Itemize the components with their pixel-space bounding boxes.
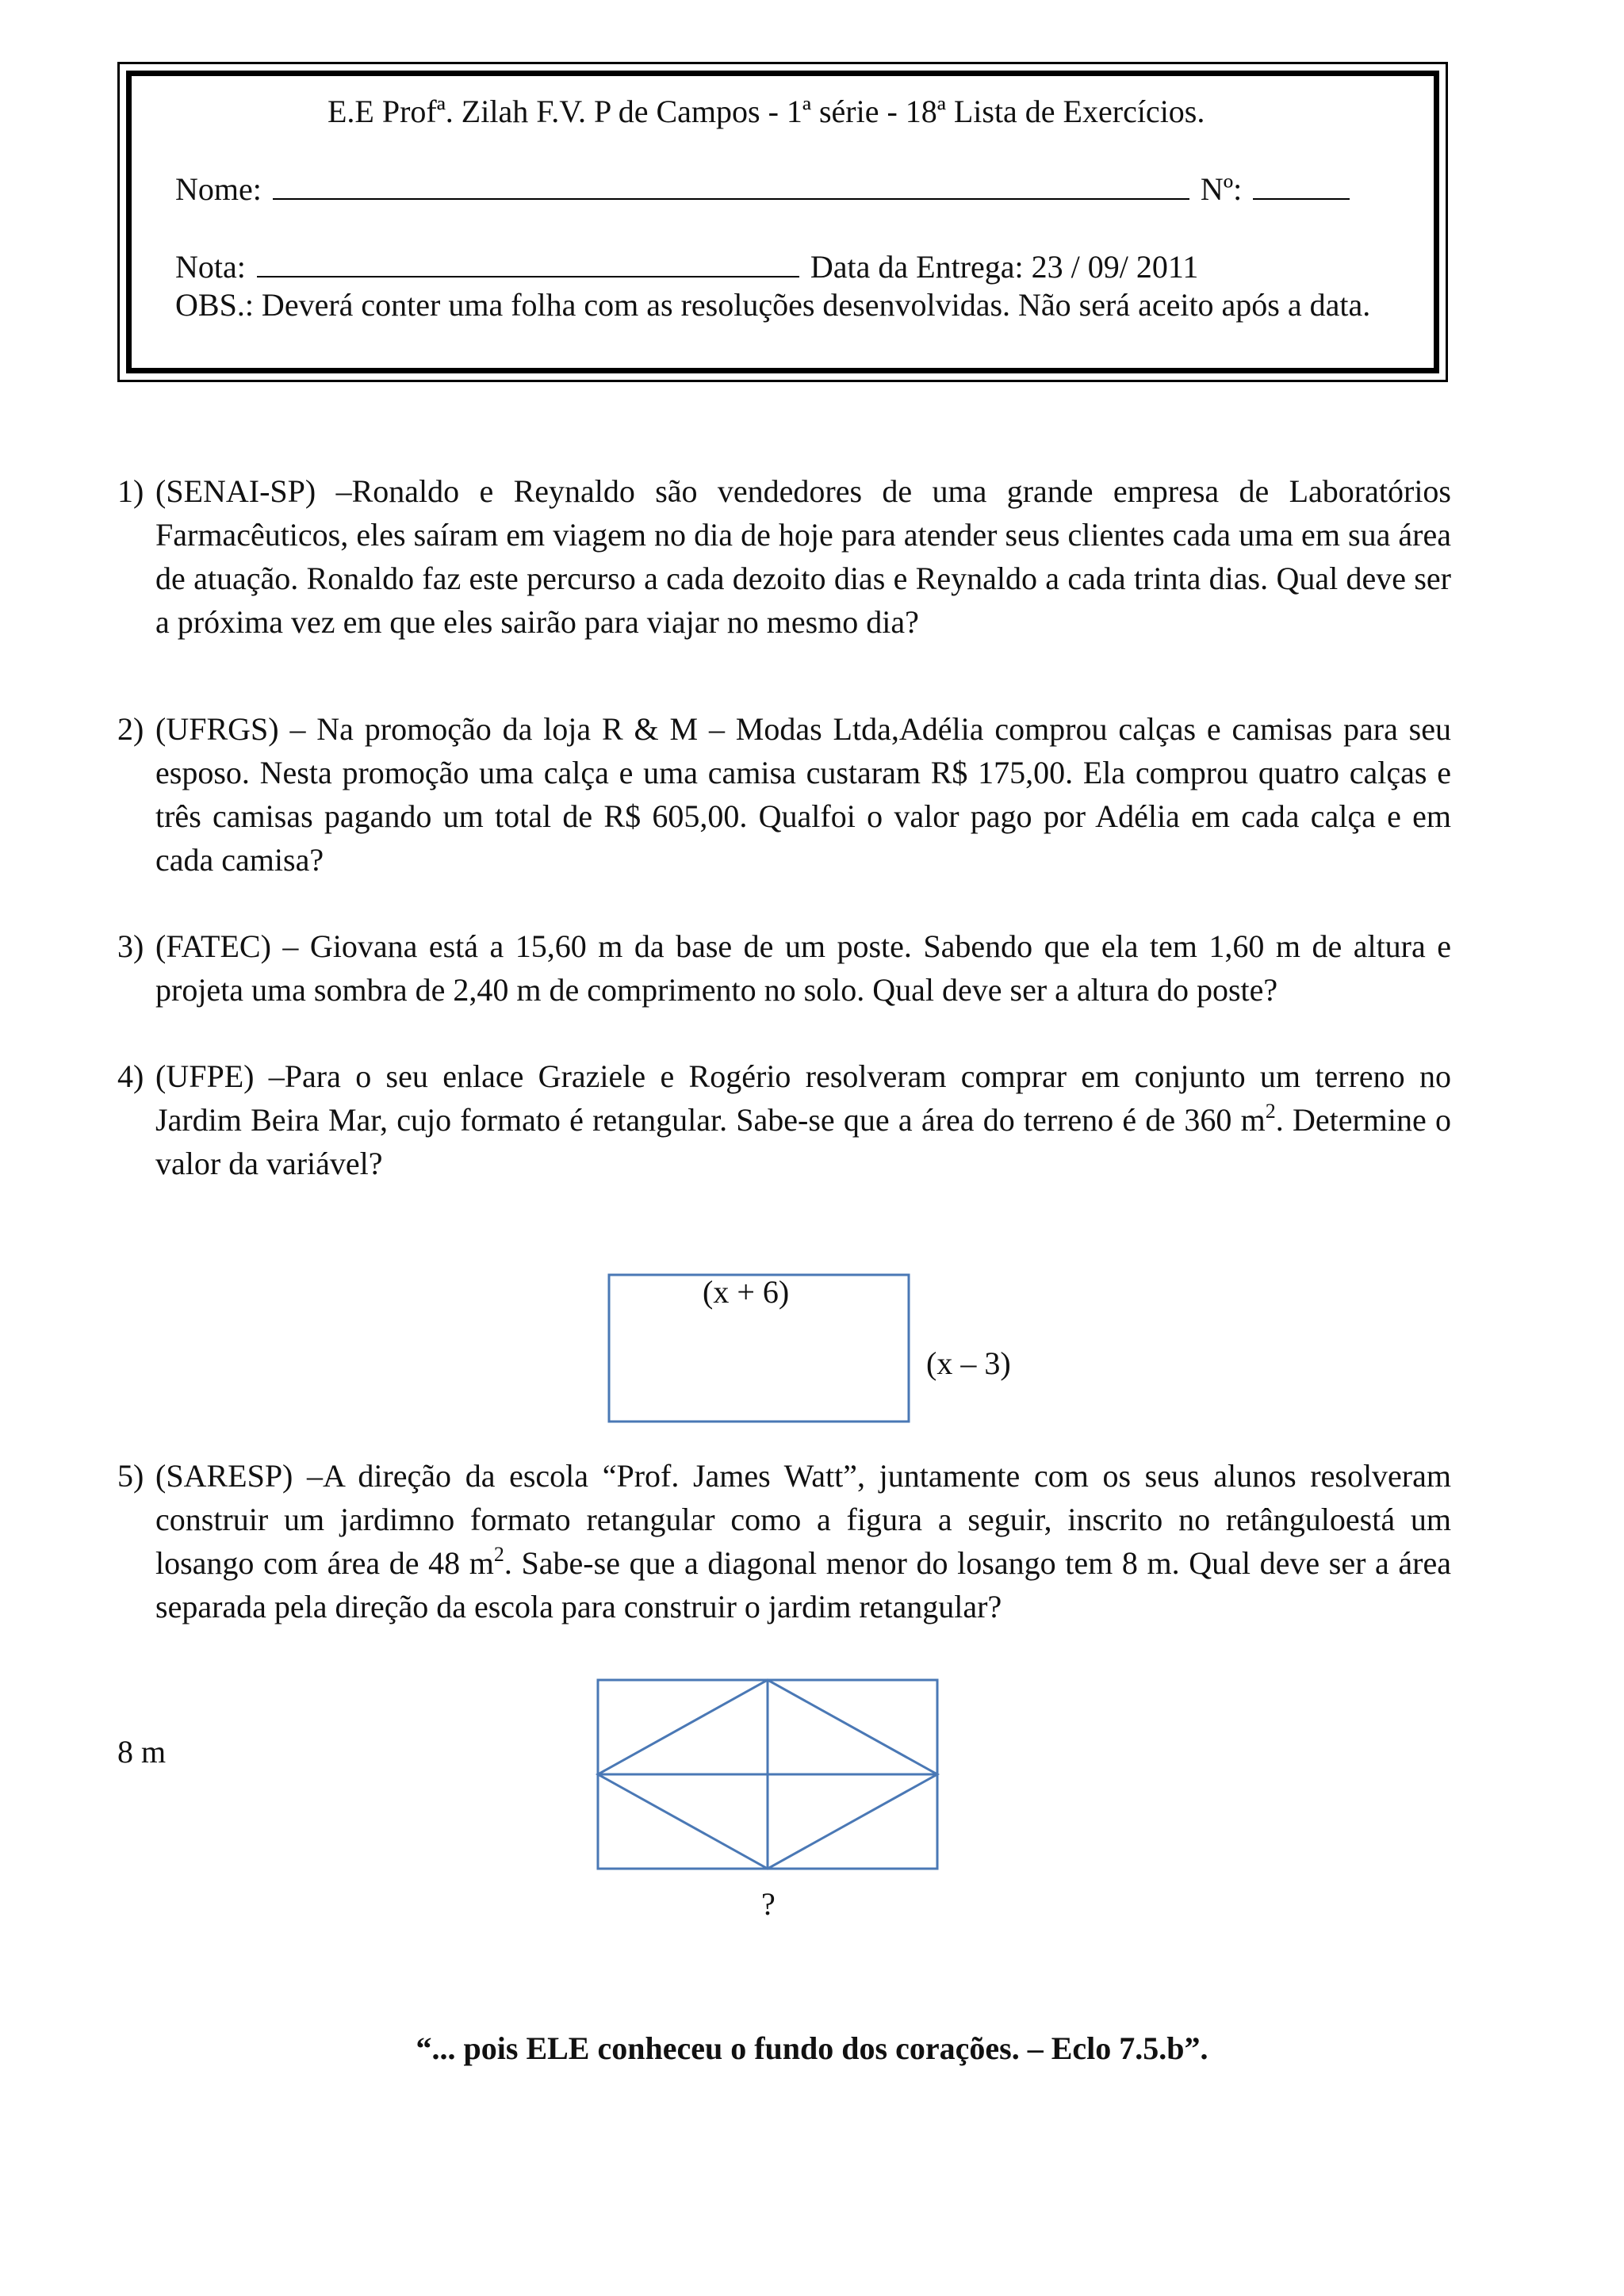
question-3: [117, 924, 1451, 1012]
question-4: [117, 1054, 1451, 1185]
grade-label: Nota:: [175, 249, 246, 285]
question-2: [117, 707, 1451, 882]
question-text-part: (SARESP) –A direção da escola “Prof. James Watt”, juntamente com os seus alunos resolveram construir um jardimno formato retangular como a figura a seguir, inscrito no retânguloestá um losango com área de 48 m: [155, 1458, 1451, 1581]
figure-top-label: (x + 6): [703, 1274, 790, 1310]
question-text: (UFRGS) – Na promoção da loja R & M – Modas Ltda,Adélia comprou calças e camisas para seu esposo. Nesta promoção uma calça e uma camisa custaram R$ 175,00. Ela comprou quatro calças e três camisas pagando um total de R$ 605,00. Qualfoi o valor pago por Adélia em cada calça e em cada camisa?: [155, 711, 1451, 878]
question-text: (SENAI-SP) –Ronaldo e Reynaldo são vendedores de uma grande empresa de Laboratórios Farmacêuticos, eles saíram em viagem no dia de hoje para atender seus clientes cada uma em sua área de atuação. Ronaldo faz este percurso a cada dezoito dias e Reynaldo a cada trinta dias. Qual deve ser a próxima vez em que eles sairão para viajar no mesmo dia?: [155, 473, 1451, 640]
question-text: (FATEC) – Giovana está a 15,60 m da base de um poste. Sabendo que ela tem 1,60 m de altura e projeta uma sombra de 2,40 m de comprimento no solo. Qual deve ser a altura do poste?: [155, 928, 1451, 1008]
grade-row: [175, 248, 1198, 286]
question-1: [117, 469, 1451, 644]
figure-garden: [587, 1673, 952, 1879]
figure-height-label: 8 m: [117, 1734, 167, 1770]
question-text-part: (UFPE) –Para o seu enlace Graziele e Rogério resolveram comprar em conjunto um terreno no Jardim Beira Mar, cujo formato é retangular. Sabe-se que a área do terreno é de 360 m: [155, 1058, 1451, 1138]
superscript: 2: [1265, 1100, 1276, 1123]
question-5: [117, 1454, 1451, 1628]
header-title: E.E Profª. Zilah F.V. P de Campos - 1ª série - 18ª Lista de Exercícios.: [327, 94, 1205, 129]
header-box: [117, 62, 1448, 382]
question-number: 1): [117, 473, 144, 509]
question-text-part: . Determine o valor da variável?: [155, 1102, 1452, 1181]
figure-side-label: (x – 3): [926, 1345, 1011, 1381]
name-row: [175, 170, 1353, 209]
garden-lines: [598, 1680, 937, 1869]
figure-width-label: ?: [761, 1886, 776, 1922]
superscript: 2: [493, 1543, 504, 1566]
number-label: Nº:: [1200, 171, 1243, 207]
grade-field[interactable]: [257, 249, 799, 277]
number-field[interactable]: [1253, 171, 1350, 200]
closing-quote: “... pois ELE conheceu o fundo dos corações. – Eclo 7.5.b”.: [416, 2030, 1208, 2066]
question-text: [155, 1054, 1451, 1185]
question-number: 5): [117, 1458, 144, 1494]
header-obs: OBS.: Deverá conter uma folha com as resoluções desenvolvidas. Não será aceito após a data.: [175, 287, 1371, 323]
name-label: Nome:: [175, 171, 262, 207]
delivery-date: Data da Entrega: 23 / 09/ 2011: [810, 249, 1199, 285]
question-number: 4): [117, 1058, 144, 1094]
question-text-part: . Sabe-se que a diagonal menor do losango tem 8 m. Qual deve ser a área separada pela direção da escola para construir o jardim retangular?: [155, 1545, 1452, 1624]
question-number: 3): [117, 928, 144, 964]
question-number: 2): [117, 711, 144, 747]
name-field[interactable]: [273, 171, 1189, 200]
question-text: [155, 1454, 1451, 1628]
